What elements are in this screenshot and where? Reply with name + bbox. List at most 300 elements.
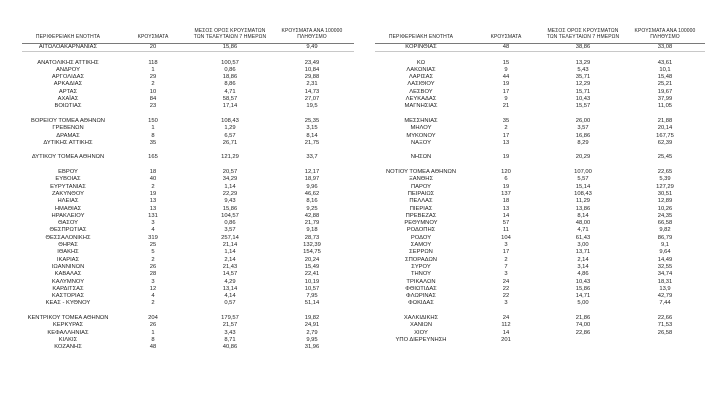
per100k-value: 86,79 — [657, 234, 673, 241]
cases-value: 19 — [149, 190, 157, 197]
per100k-value: 127,29 — [656, 183, 674, 190]
cases-value: 104 — [501, 234, 511, 241]
per100k-value: 9,18 — [306, 227, 318, 234]
table-row — [22, 271, 354, 278]
per100k-value: 42,79 — [657, 293, 673, 300]
cases-value: 18 — [502, 198, 510, 205]
cases-value: 2 — [504, 125, 508, 132]
region-name: ΕΥΡΥΤΑΝΙΑΣ — [50, 183, 86, 190]
per100k-value: 18,97 — [304, 176, 320, 183]
table-row — [375, 213, 705, 220]
per100k-value: 23,49 — [304, 59, 320, 66]
per100k-value: 20,14 — [657, 125, 673, 132]
per100k-value: 14,49 — [657, 256, 673, 263]
avg7-value: 15,57 — [575, 103, 591, 110]
cases-value: 22 — [502, 293, 510, 300]
cases-value: 1 — [151, 125, 155, 132]
table-row — [22, 198, 354, 205]
region-name: ΑΧΑΪΑΣ — [57, 96, 79, 103]
cases-value: 19 — [502, 81, 510, 88]
cases-value: 10 — [149, 88, 157, 95]
cases-value: 9 — [504, 66, 508, 73]
per100k-value: 71,53 — [657, 322, 673, 329]
region-name: ΘΑΣΟΥ — [57, 220, 79, 227]
region-name: ΑΝΑΤΟΛΙΚΗΣ ΑΤΤΙΚΗΣ — [37, 59, 99, 66]
cases-value: 2 — [151, 81, 155, 88]
region-name: ΑΙΤΩΛΟΑΚΑΡΝΑΝΙΑΣ — [38, 44, 98, 50]
per100k-value: 33,08 — [657, 44, 673, 50]
header-region: ΠΕΡΙΦΕΡΕΙΑΚΗ ΕΝΟΤΗΤΑ — [388, 34, 454, 40]
region-name: ΠΙΕΡΙΑΣ — [409, 205, 433, 212]
cases-value: 8 — [151, 336, 155, 343]
region-name: ΕΥΒΟΙΑΣ — [55, 176, 81, 183]
per100k-value: 9,82 — [659, 227, 671, 234]
table-row — [375, 220, 705, 227]
region-name: ΠΡΕΒΕΖΑΣ — [405, 212, 437, 219]
avg7-value: 8,29 — [577, 139, 589, 146]
per100k-value: 10,84 — [304, 66, 320, 73]
table-row — [22, 257, 354, 264]
cases-value: 24 — [502, 278, 510, 285]
avg7-value: 2,14 — [224, 256, 236, 263]
region-name: ΔΡΑΜΑΣ — [56, 132, 80, 139]
table-row — [375, 125, 705, 132]
cases-value: 137 — [501, 190, 511, 197]
avg7-value: 21,14 — [222, 242, 238, 249]
table-row — [22, 344, 354, 351]
cases-value: 3 — [151, 220, 155, 227]
per100k-value: 24,35 — [657, 212, 673, 219]
cases-value: 14 — [502, 329, 510, 336]
cases-value: 25 — [149, 242, 157, 249]
table-row — [22, 154, 354, 161]
table-row — [22, 279, 354, 286]
avg7-value: 5,00 — [577, 300, 589, 307]
region-name: ΦΩΚΙΔΑΣ — [408, 300, 434, 307]
cases-value: 22 — [502, 285, 510, 292]
table-row — [375, 198, 705, 205]
per100k-value: 8,14 — [306, 132, 318, 139]
region-name: ΝΟΤΙΟΥ ΤΟΜΕΑ ΑΘΗΝΩΝ — [385, 169, 457, 176]
header-cases: ΚΡΟΥΣΜΑΤΑ — [490, 34, 522, 40]
avg7-value: 26,71 — [222, 139, 238, 146]
per100k-value: 19,82 — [304, 314, 320, 321]
avg7-value: 15,86 — [575, 285, 591, 292]
cases-value: 2 — [151, 300, 155, 307]
table-row — [22, 133, 354, 140]
table-row — [375, 74, 705, 81]
cases-value: 4 — [151, 293, 155, 300]
cases-value: 120 — [501, 169, 511, 176]
spacer-row — [375, 162, 705, 169]
region-name: ΜΕΣΣΗΝΙΑΣ — [404, 117, 438, 124]
cases-value: 20 — [149, 44, 157, 50]
avg7-value: 121,29 — [221, 154, 239, 161]
cases-value: 5 — [151, 249, 155, 256]
region-name: ΠΑΡΟΥ — [410, 183, 432, 190]
avg7-value: 4,14 — [224, 293, 236, 300]
region-name: ΣΑΜΟΥ — [410, 242, 432, 249]
cases-value: 13 — [149, 205, 157, 212]
avg7-value: 22,86 — [575, 329, 591, 336]
avg7-value: 13,14 — [222, 285, 238, 292]
region-name: ΚΑΡΔΙΤΣΑΣ — [52, 285, 84, 292]
avg7-value: 4,71 — [224, 88, 236, 95]
per100k-value: 21,75 — [304, 139, 320, 146]
header-avg7: ΜΕΣΟΣ ΟΡΟΣ ΚΡΟΥΣΜΑΤΩΝ ΤΩΝ ΤΕΛΕΥΤΑΙΩΝ 7 ΗΜΕΡΩΝ — [193, 28, 267, 40]
per100k-value: 11,05 — [657, 103, 673, 110]
per100k-value: 13,9 — [659, 285, 671, 292]
table-row — [375, 103, 705, 110]
table-row — [375, 89, 705, 96]
table-row — [375, 60, 705, 67]
avg7-value: 107,00 — [574, 169, 592, 176]
table-row — [375, 206, 705, 213]
table-row — [375, 169, 705, 176]
region-name: ΓΡΕΒΕΝΩΝ — [52, 125, 84, 132]
per100k-value: 9,49 — [306, 44, 318, 50]
cases-value: 9 — [504, 96, 508, 103]
per100k-value: 12,89 — [657, 198, 673, 205]
table-row — [22, 125, 354, 132]
avg7-value: 4,71 — [577, 227, 589, 234]
region-name: ΘΕΣΠΡΩΤΙΑΣ — [49, 227, 87, 234]
cases-value: 1 — [151, 66, 155, 73]
region-name: ΤΡΙΚΑΛΩΝ — [406, 278, 436, 285]
avg7-value: 3,14 — [577, 263, 589, 270]
region-name: ΙΩΑΝΝΙΝΩΝ — [51, 263, 85, 270]
per100k-value: 43,61 — [657, 59, 673, 66]
region-name: ΕΒΡΟΥ — [58, 169, 78, 176]
table-row — [22, 293, 354, 300]
region-name: ΠΕΙΡΑΙΩΣ — [407, 190, 435, 197]
cases-value: 8 — [151, 132, 155, 139]
per100k-value: 22,65 — [657, 169, 673, 176]
per100k-value: 27,07 — [304, 96, 320, 103]
region-name: ΑΡΓΟΛΙΔΑΣ — [51, 74, 85, 81]
avg7-value: 21,57 — [222, 322, 238, 329]
table-row — [22, 322, 354, 329]
cases-value: 2 — [151, 256, 155, 263]
per100k-value: 21,88 — [657, 117, 673, 124]
cases-value: 15 — [502, 59, 510, 66]
avg7-value: 26,00 — [575, 117, 591, 124]
table-row — [22, 169, 354, 176]
region-name: ΝΑΞΟΥ — [410, 139, 431, 146]
region-name: ΞΑΝΘΗΣ — [408, 176, 434, 183]
cases-value: 131 — [148, 212, 158, 219]
table-row — [375, 81, 705, 88]
region-name: ΚΟΖΑΝΗΣ — [54, 344, 82, 351]
avg7-value: 13,71 — [575, 249, 591, 256]
region-name: ΘΗΡΑΣ — [58, 242, 78, 249]
region-name: ΑΝΔΡΟΥ — [56, 66, 80, 73]
per100k-value: 34,74 — [657, 271, 673, 278]
region-name: ΗΛΕΙΑΣ — [57, 198, 79, 205]
region-name: ΧΙΟΥ — [414, 329, 428, 336]
header-avg7: ΜΕΣΟΣ ΟΡΟΣ ΚΡΟΥΣΜΑΤΩΝ ΤΩΝ ΤΕΛΕΥΤΑΙΩΝ 7 ΗΜΕΡΩΝ — [546, 28, 620, 40]
per100k-value: 7,95 — [306, 293, 318, 300]
cases-value: 13 — [502, 139, 510, 146]
cases-value: 19 — [502, 183, 510, 190]
per100k-value: 9,96 — [306, 183, 318, 190]
region-name: ΣΠΟΡΑΔΩΝ — [405, 256, 437, 263]
per100k-value: 46,62 — [304, 190, 320, 197]
region-name: ΡΟΔΟΥ — [410, 234, 432, 241]
region-name: ΝΗΣΩΝ — [410, 154, 432, 161]
per100k-value: 51,14 — [304, 300, 320, 307]
avg7-value: 108,43 — [574, 190, 592, 197]
avg7-value: 12,29 — [575, 81, 591, 88]
region-name: ΙΚΑΡΙΑΣ — [56, 256, 80, 263]
cases-value: 28 — [149, 271, 157, 278]
per100k-value: 132,39 — [303, 242, 321, 249]
table-row — [375, 264, 705, 271]
table-row — [22, 81, 354, 88]
region-name: ΤΗΝΟΥ — [410, 271, 432, 278]
avg7-value: 15,86 — [222, 205, 238, 212]
avg7-value: 16,86 — [575, 132, 591, 139]
per100k-value: 18,31 — [657, 278, 673, 285]
avg7-value: 15,71 — [575, 88, 591, 95]
region-name: ΒΟΡΕΙΟΥ ΤΟΜΕΑ ΑΘΗΝΩΝ — [31, 117, 105, 124]
per100k-value: 2,79 — [306, 329, 318, 336]
per100k-value: 5,39 — [659, 176, 671, 183]
region-name: ΚΑΒΑΛΑΣ — [54, 271, 82, 278]
table-row — [22, 330, 354, 337]
cases-value: 3 — [504, 300, 508, 307]
table-row — [375, 300, 705, 307]
cases-value: 2 — [151, 183, 155, 190]
cases-value: 48 — [502, 44, 510, 50]
avg7-value: 40,86 — [222, 344, 238, 351]
table-row — [375, 118, 705, 125]
cases-value: 17 — [502, 249, 510, 256]
per100k-value: 10,26 — [657, 205, 673, 212]
table-row — [22, 227, 354, 234]
per100k-value: 9,25 — [306, 205, 318, 212]
table-row — [375, 249, 705, 256]
spacer-row — [375, 111, 705, 118]
region-name: ΚΕΦΑΛΛΗΝΙΑΣ — [47, 329, 89, 336]
per100k-value: 21,79 — [304, 220, 320, 227]
cases-value: 26 — [149, 263, 157, 270]
avg7-value: 14,71 — [575, 293, 591, 300]
cases-value: 1 — [151, 329, 155, 336]
per100k-value: 33,7 — [306, 154, 318, 161]
per100k-value: 37,99 — [657, 96, 673, 103]
cases-value: 4 — [151, 227, 155, 234]
cases-value: 118 — [148, 59, 158, 66]
spacer-row — [22, 52, 354, 59]
per100k-value: 10,1 — [659, 66, 671, 73]
region-name: ΣΥΡΟΥ — [411, 263, 431, 270]
cases-value: 13 — [502, 205, 510, 212]
table-row — [22, 242, 354, 249]
avg7-value: 8,71 — [224, 336, 236, 343]
avg7-value: 11,29 — [575, 198, 591, 205]
table-row — [22, 206, 354, 213]
spacer-row — [375, 308, 705, 315]
table-row — [375, 154, 705, 161]
region-name: ΑΡΤΑΣ — [58, 88, 78, 95]
table-row — [22, 176, 354, 183]
table-body — [375, 44, 705, 344]
cases-value: 17 — [502, 88, 510, 95]
cases-value: 26 — [149, 322, 157, 329]
region-name: ΛΕΣΒΟΥ — [409, 88, 433, 95]
avg7-value: 20,57 — [222, 169, 238, 176]
per100k-value: 66,58 — [657, 220, 673, 227]
region-name: ΛΑΣΙΘΙΟΥ — [407, 81, 435, 88]
region-name: ΛΑΡΙΣΑΣ — [408, 74, 434, 81]
avg7-value: 18,86 — [222, 74, 238, 81]
table-row — [375, 330, 705, 337]
table-row — [375, 293, 705, 300]
cases-value: 21 — [502, 103, 510, 110]
avg7-value: 34,29 — [222, 176, 238, 183]
per100k-value: 22,41 — [304, 271, 320, 278]
avg7-value: 3,00 — [577, 242, 589, 249]
per100k-value: 7,44 — [659, 300, 671, 307]
table-row — [22, 44, 354, 52]
per100k-value: 24,91 — [304, 322, 320, 329]
avg7-value: 100,57 — [221, 59, 239, 66]
avg7-value: 1,14 — [224, 183, 236, 190]
avg7-value: 13,86 — [575, 205, 591, 212]
table-row — [22, 89, 354, 96]
avg7-value: 5,57 — [577, 176, 589, 183]
avg7-value: 108,43 — [221, 117, 239, 124]
per100k-value: 28,73 — [304, 234, 320, 241]
table-row — [375, 322, 705, 329]
per100k-value: 31,96 — [304, 344, 320, 351]
cases-value: 13 — [149, 198, 157, 205]
region-name: ΘΕΣΣΑΛΟΝΙΚΗΣ — [45, 234, 91, 241]
per100k-value: 20,24 — [304, 256, 320, 263]
table-row — [22, 140, 354, 147]
cases-value: 35 — [502, 117, 510, 124]
table-row — [375, 191, 705, 198]
cases-value: 150 — [148, 117, 158, 124]
avg7-value: 17,14 — [222, 103, 238, 110]
table-row — [375, 315, 705, 322]
per100k-value: 29,88 — [304, 74, 320, 81]
per100k-value: 19,67 — [657, 88, 673, 95]
table-row — [22, 213, 354, 220]
cases-value: 3 — [151, 278, 155, 285]
avg7-value: 179,57 — [221, 314, 239, 321]
header-per100k: ΚΡΟΥΣΜΑΤΑ ΑΝΑ 100000 ΠΛΗΘΥΣΜΟ — [634, 28, 696, 40]
per100k-value: 14,73 — [304, 88, 320, 95]
table-row — [375, 337, 705, 344]
table-row — [375, 133, 705, 140]
region-name: ΗΜΑΘΙΑΣ — [54, 205, 82, 212]
per100k-value: 15,48 — [657, 74, 673, 81]
region-name: ΚΩ — [416, 59, 426, 66]
per100k-value: 42,88 — [304, 212, 320, 219]
cases-value: 23 — [149, 103, 157, 110]
table-row — [22, 60, 354, 67]
table-row — [22, 220, 354, 227]
avg7-value: 8,86 — [224, 81, 236, 88]
per100k-value: 10,19 — [304, 278, 320, 285]
cases-value: 3 — [504, 271, 508, 278]
per100k-value: 25,45 — [657, 154, 673, 161]
avg7-value: 13,29 — [575, 59, 591, 66]
avg7-value: 3,43 — [224, 329, 236, 336]
table-row — [22, 118, 354, 125]
per100k-value: 30,51 — [657, 190, 673, 197]
per100k-value: 19,5 — [306, 103, 318, 110]
cases-value: 319 — [148, 234, 158, 241]
per100k-value: 8,16 — [306, 198, 318, 205]
header-region: ΠΕΡΙΦΕΡΕΙΑΚΗ ΕΝΟΤΗΤΑ — [35, 34, 101, 40]
per100k-value: 3,15 — [306, 125, 318, 132]
table-row — [375, 242, 705, 249]
avg7-value: 48,00 — [575, 220, 591, 227]
per100k-value: 154,75 — [303, 249, 321, 256]
avg7-value: 1,29 — [224, 125, 236, 132]
table-row — [22, 96, 354, 103]
avg7-value: 4,29 — [224, 278, 236, 285]
avg7-value: 15,86 — [222, 44, 238, 50]
region-name: ΚΑΣΤΟΡΙΑΣ — [51, 293, 85, 300]
cases-value: 17 — [502, 132, 510, 139]
avg7-value: 74,00 — [575, 322, 591, 329]
table-row — [22, 337, 354, 344]
avg7-value: 10,43 — [575, 278, 591, 285]
spacer-row — [375, 147, 705, 154]
per100k-value: 62,39 — [657, 139, 673, 146]
cases-value: 19 — [502, 154, 510, 161]
table-row — [375, 184, 705, 191]
cases-value: 2 — [504, 256, 508, 263]
avg7-value: 21,43 — [222, 263, 238, 270]
avg7-value: 0,57 — [224, 300, 236, 307]
cases-value: 44 — [502, 74, 510, 81]
cases-value: 3 — [504, 242, 508, 249]
table-row — [22, 286, 354, 293]
cases-value: 57 — [502, 220, 510, 227]
cases-value: 40 — [149, 176, 157, 183]
region-name: ΔΥΤΙΚΟΥ ΤΟΜΕΑ ΑΘΗΝΩΝ — [31, 154, 105, 161]
table-row — [22, 300, 354, 307]
table-row — [22, 103, 354, 110]
avg7-value: 4,86 — [577, 271, 589, 278]
region-name: ΛΕΥΚΑΔΑΣ — [405, 96, 437, 103]
table-row — [22, 264, 354, 271]
avg7-value: 21,86 — [575, 314, 591, 321]
cases-value: 35 — [149, 139, 157, 146]
per100k-value: 2,31 — [306, 81, 318, 88]
table-row — [375, 176, 705, 183]
cases-value: 112 — [501, 322, 511, 329]
table-row — [375, 140, 705, 147]
cases-value: 165 — [148, 154, 158, 161]
region-name: ΙΘΑΚΗΣ — [57, 249, 79, 256]
region-name: ΚΟΡΙΝΘΙΑΣ — [405, 44, 437, 50]
avg7-value: 58,57 — [222, 96, 238, 103]
spacer-row — [22, 147, 354, 154]
region-name: ΚΕΑΣ - ΚΥΘΝΟΥ — [45, 300, 91, 307]
cases-value: 24 — [502, 314, 510, 321]
cases-value: 14 — [502, 212, 510, 219]
per100k-value: 9,64 — [659, 249, 671, 256]
avg7-value: 1,14 — [224, 249, 236, 256]
table-row — [375, 286, 705, 293]
table-row — [375, 235, 705, 242]
